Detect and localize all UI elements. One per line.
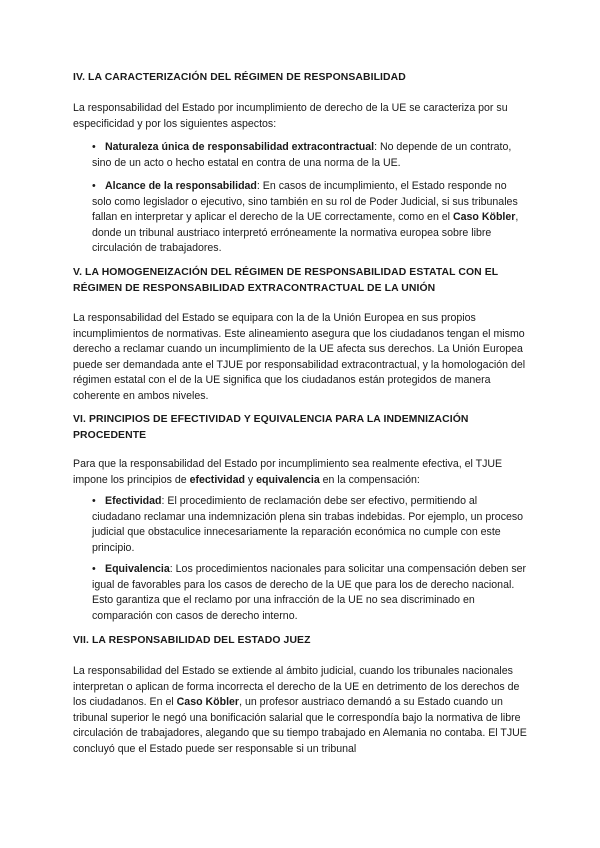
bullet-term: Equivalencia <box>105 563 170 575</box>
section-vii-body <box>73 664 528 757</box>
bullet-term: Alcance de la responsabilidad <box>105 180 257 192</box>
body-text: La responsabilidad del Estado se extiende al ámbito judicial, cuando los tribunales nacionales interpretan o aplican de forma incorrecta el derecho de la UE en detrimento de los derechos de los ciudadanos. En el <box>73 665 520 708</box>
case-name: Caso Köbler <box>176 696 240 708</box>
term-efectividad: efectividad <box>189 473 245 486</box>
section-vii-title: VII. LA RESPONSABILIDAD DEL ESTADO JUEZ <box>73 635 311 646</box>
body-text: , un profesor austriaco demandó a su Estado cuando un tribunal superior le negó una bonificación salarial que le correspondía bajo la normativa de libre circulación de trabajadores, alegando que su tiempo trabajado en Alemania no contaba. El TJUE concluyó que el Estado puede ser responsable si un tribunal <box>73 696 527 755</box>
bullet-icon: • <box>92 563 96 575</box>
bullet-text: : No depende de un contrato, sino de un acto o hecho estatal en contra de una norma de la UE. <box>92 141 512 169</box>
list-item <box>92 494 528 556</box>
list-item <box>92 179 528 257</box>
intro-text: Para que la responsabilidad del Estado por incumplimiento sea realmente efectiva, el TJUE impone los principios de <box>73 458 503 486</box>
case-name: Caso Köbler <box>452 211 516 223</box>
bullet-term: Efectividad <box>105 495 162 507</box>
section-vi-title: VI. PRINCIPIOS DE EFECTIVIDAD Y EQUIVALENCIA PARA LA INDEMNIZACIÓN PROCEDENTE <box>73 414 469 441</box>
term-equivalencia: equivalencia <box>256 473 320 486</box>
section-iv-title: IV. LA CARACTERIZACIÓN DEL RÉGIMEN DE RESPONSABILIDAD <box>73 72 406 83</box>
section-v-body: La responsabilidad del Estado se equipara con la de la Unión Europea en sus propios incumplimientos de normativas. Este alineamiento asegura que los ciudadanos tengan el mismo derecho a reclamar cuando un incumplimiento de la UE afecta sus derechos. La Unión Europea puede ser demandada ante el TJUE por responsabilidad extracontractual, y la homologación del régimen estatal con el de la UE significa que los ciudadanos están protegidos de manera coherente en ambos niveles. <box>73 312 526 402</box>
bullet-term: Naturaleza única de responsabilidad extracontractual <box>105 141 375 153</box>
list-item <box>92 140 528 171</box>
section-vi-intro <box>73 457 528 488</box>
bullet-text: : El procedimiento de reclamación debe ser efectivo, permitiendo al ciudadano reclamar una indemnización plena sin trabas indebidas. Por ejemplo, un proceso judicial que obstaculice innecesariamente la reparación económica no cumple con este principio. <box>92 495 524 554</box>
bullet-text-cont: , donde un tribunal austriaco interpretó erróneamente la normativa europea sobre libre circulación de trabajadores. <box>92 211 519 254</box>
bullet-text: : En casos de incumplimiento, el Estado responde no solo como legislador o ejecutivo, sino también en su rol de Poder Judicial, si sus tribunales fallan en interpretar y aplicar el derecho de la UE correctamente, como en el <box>92 180 518 223</box>
list-item <box>92 562 528 624</box>
section-v-title: V. LA HOMOGENEIZACIÓN DEL RÉGIMEN DE RESPONSABILIDAD ESTATAL CON EL RÉGIMEN DE RESPONSABILIDAD EXTRACONTRACTUAL DE LA UNIÓN <box>73 267 499 294</box>
bullet-text: : Los procedimientos nacionales para solicitar una compensación deben ser igual de favorables para los casos de derecho de la UE que para los de derecho nacional. Esto garantiza que el reclamo por una infracción de la UE no sea discriminado en comparación con casos de derecho interno. <box>92 563 527 622</box>
intro-text: en la compensación: <box>319 473 420 486</box>
section-iv-intro: La responsabilidad del Estado por incumplimiento de derecho de la UE se caracteriza por su especificidad y por los siguientes aspectos: <box>73 102 508 130</box>
bullet-icon: • <box>92 495 96 507</box>
bullet-icon: • <box>92 141 96 153</box>
intro-text: y <box>244 473 257 486</box>
bullet-icon: • <box>92 180 96 192</box>
